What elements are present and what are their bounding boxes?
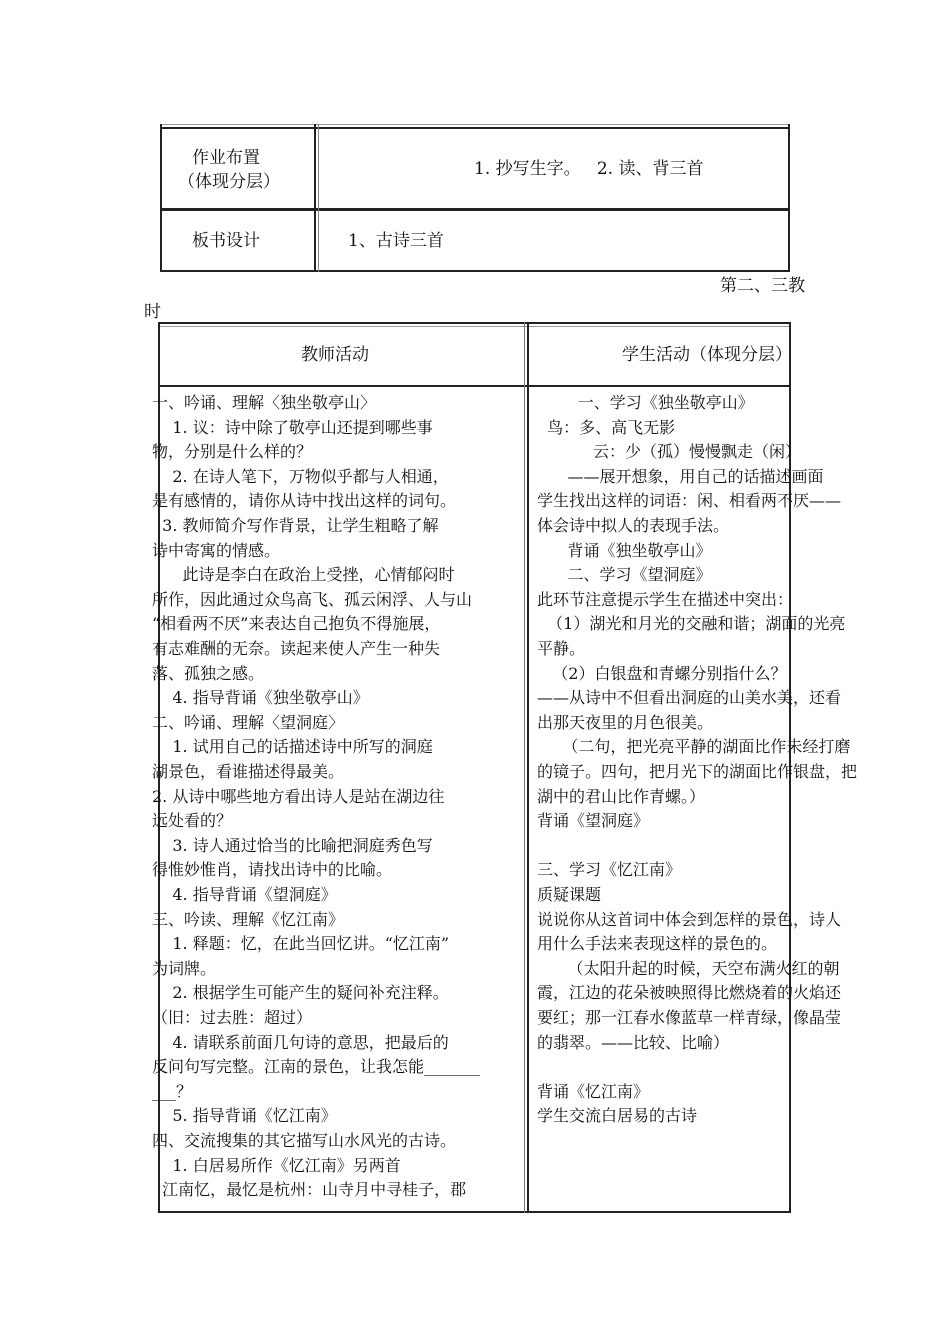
student-activity-line: 背诵《忆江南》 xyxy=(537,1081,650,1101)
student-activity-line: 湖中的君山比作青螺。） xyxy=(537,786,706,806)
student-activity-line: 质疑课题 xyxy=(537,885,602,904)
student-activity-line: 出那天夜里的月色很美。 xyxy=(537,712,714,732)
teacher-activity-line: 4. 请联系前面几句诗的意思，把最后的 xyxy=(152,1032,449,1052)
board-design-content: 1、古诗三首 xyxy=(348,231,444,251)
teacher-activity-line: 为词牌。 xyxy=(152,958,217,978)
teacher-activity-line: 4. 指导背诵《独坐敬亭山》 xyxy=(152,688,369,708)
student-activity-line: 要红；那一江春水像蓝草一样青绿，像晶莹 xyxy=(537,1008,842,1027)
teacher-activity-line: 4. 指导背诵《望洞庭》 xyxy=(152,885,337,904)
teacher-activity-line: 物，分别是什么样的？ xyxy=(152,442,313,462)
student-activity-line: （二句，把光亮平静的湖面比作未经打磨 xyxy=(537,737,851,757)
teacher-activity-line: 三、吟读、理解《忆江南》 xyxy=(152,909,345,929)
student-activity-line: 的镜子。四句，把月光下的湖面比作银盘，把 xyxy=(537,762,858,781)
teacher-activity-line: 二、吟诵、理解〈望洞庭〉 xyxy=(152,712,345,732)
teacher-activity-line: 2. 根据学生可能产生的疑问补充注释。 xyxy=(152,983,449,1003)
student-activity-line: 二、学习《望洞庭》 xyxy=(537,565,712,585)
student-activity-line: （1）湖光和月光的交融和谐；湖面的光亮 xyxy=(537,614,846,634)
student-activity-line: 背诵《独坐敬亭山》 xyxy=(537,540,712,560)
student-activity-line: 三、学习《忆江南》 xyxy=(537,860,682,880)
student-activity-header: 学生活动（体现分层） xyxy=(622,345,792,365)
teacher-activity-line: 2. 从诗中哪些地方看出诗人是站在湖边往 xyxy=(152,786,445,806)
student-activity-line: （2）白银盘和青螺分别指什么？ xyxy=(537,663,787,683)
teacher-activity-line: 江南忆，最忆是杭州：山寺月中寻桂子，郡 xyxy=(152,1180,467,1200)
teacher-activity-line: 有志难酬的无奈。读起来使人产生一种失 xyxy=(152,639,441,658)
teacher-activity-line: 此诗是李白在政治上受挫，心情郁闷时 xyxy=(152,565,455,585)
student-activity-line: 霞，江边的花朵被映照得比燃烧着的火焰还 xyxy=(537,983,842,1003)
teacher-activity-line: ___？ xyxy=(152,1081,193,1101)
teacher-activity-line: 一、吟诵、理解〈独坐敬亭山〉 xyxy=(152,393,377,412)
teacher-activity-line: 所作，因此通过众鸟高飞、孤云闲浮、人与山 xyxy=(152,589,473,609)
teacher-activity-line: 2. 在诗人笔下，万物似乎都与人相通， xyxy=(152,466,449,486)
student-activity-line: 学生找出这样的词语：闲、相看两不厌—— xyxy=(537,491,842,511)
section-heading-line2: 时 xyxy=(144,302,161,322)
student-activity-line: 此环节注意提示学生在描述中突出： xyxy=(537,589,794,609)
teacher-activity-line: 湖景色，看谁描述得最美。 xyxy=(152,762,345,781)
teacher-activity-line: 诗中寄寓的情感。 xyxy=(152,540,281,560)
teacher-activity-line: 1. 议：诗中除了敬亭山还提到哪些事 xyxy=(152,417,433,437)
student-activity-line: ——从诗中不但看出洞庭的山美水美，还看 xyxy=(537,688,842,708)
student-activity-line: 平静。 xyxy=(537,639,586,658)
teacher-activity-line: 得惟妙惟肖，请找出诗中的比喻。 xyxy=(152,860,393,880)
student-activity-line: 说说你从这首词中体会到怎样的景色，诗人 xyxy=(537,909,842,929)
teacher-activity-line: 1. 释题：忆，在此当回忆讲。“忆江南” xyxy=(152,934,450,954)
teacher-activity-line: 四、交流搜集的其它描写山水风光的古诗。 xyxy=(152,1131,457,1150)
teacher-activity-line: 反问句写完整。江南的景色，让我怎能_______ xyxy=(152,1057,481,1077)
student-activity-line: 用什么手法来表现这样的景色的。 xyxy=(537,934,778,954)
student-activity-line: （太阳升起的时候，天空布满火红的朝 xyxy=(537,958,840,978)
teacher-activity-line: （旧：过去胜：超过） xyxy=(152,1008,313,1027)
teacher-activity-line: 1. 白居易所作《忆江南》另两首 xyxy=(152,1155,401,1175)
homework-label-line1: 作业布置 xyxy=(192,148,260,168)
student-activity-line: 体会诗中拟人的表现手法。 xyxy=(537,516,730,535)
section-heading-line1: 第二、三教 xyxy=(720,276,805,296)
teacher-activity-line: 远处看的？ xyxy=(152,811,233,831)
teacher-activity-line: 落、孤独之感。 xyxy=(152,663,265,683)
student-activity-line: 的翡翠。——比较、比喻） xyxy=(537,1032,730,1052)
student-activity-line: 背诵《望洞庭》 xyxy=(537,811,650,831)
student-activity-line: ——展开想象，用自己的话描述画面 xyxy=(537,466,824,486)
teacher-activity-line: 是有感情的，请你从诗中找出这样的词句。 xyxy=(152,491,457,511)
teacher-activity-line: 1. 试用自己的话描述诗中所写的洞庭 xyxy=(152,737,433,757)
homework-content: 1. 抄写生字。 2. 读、背三首 xyxy=(474,159,704,179)
student-activity-line: 一、学习《独坐敬亭山》 xyxy=(537,393,754,412)
teacher-activity-line: 3. 教师简介写作背景，让学生粗略了解 xyxy=(152,516,439,535)
student-activity-line: 鸟：多、高飞无影 xyxy=(537,417,676,437)
board-design-label: 板书设计 xyxy=(192,231,260,251)
student-activity-line: 学生交流白居易的古诗 xyxy=(537,1106,698,1126)
homework-label-line2: （体现分层） xyxy=(178,172,280,192)
teacher-activity-line: “相看两不厌”来表达自己抱负不得施展， xyxy=(152,614,441,634)
student-activity-line: 云：少（孤）慢慢飘走（闲） xyxy=(537,442,801,462)
teacher-activity-line: 3. 诗人通过恰当的比喻把洞庭秀色写 xyxy=(152,835,433,855)
teacher-activity-header: 教师活动 xyxy=(301,345,369,365)
teacher-activity-line: 5. 指导背诵《忆江南》 xyxy=(152,1106,337,1126)
